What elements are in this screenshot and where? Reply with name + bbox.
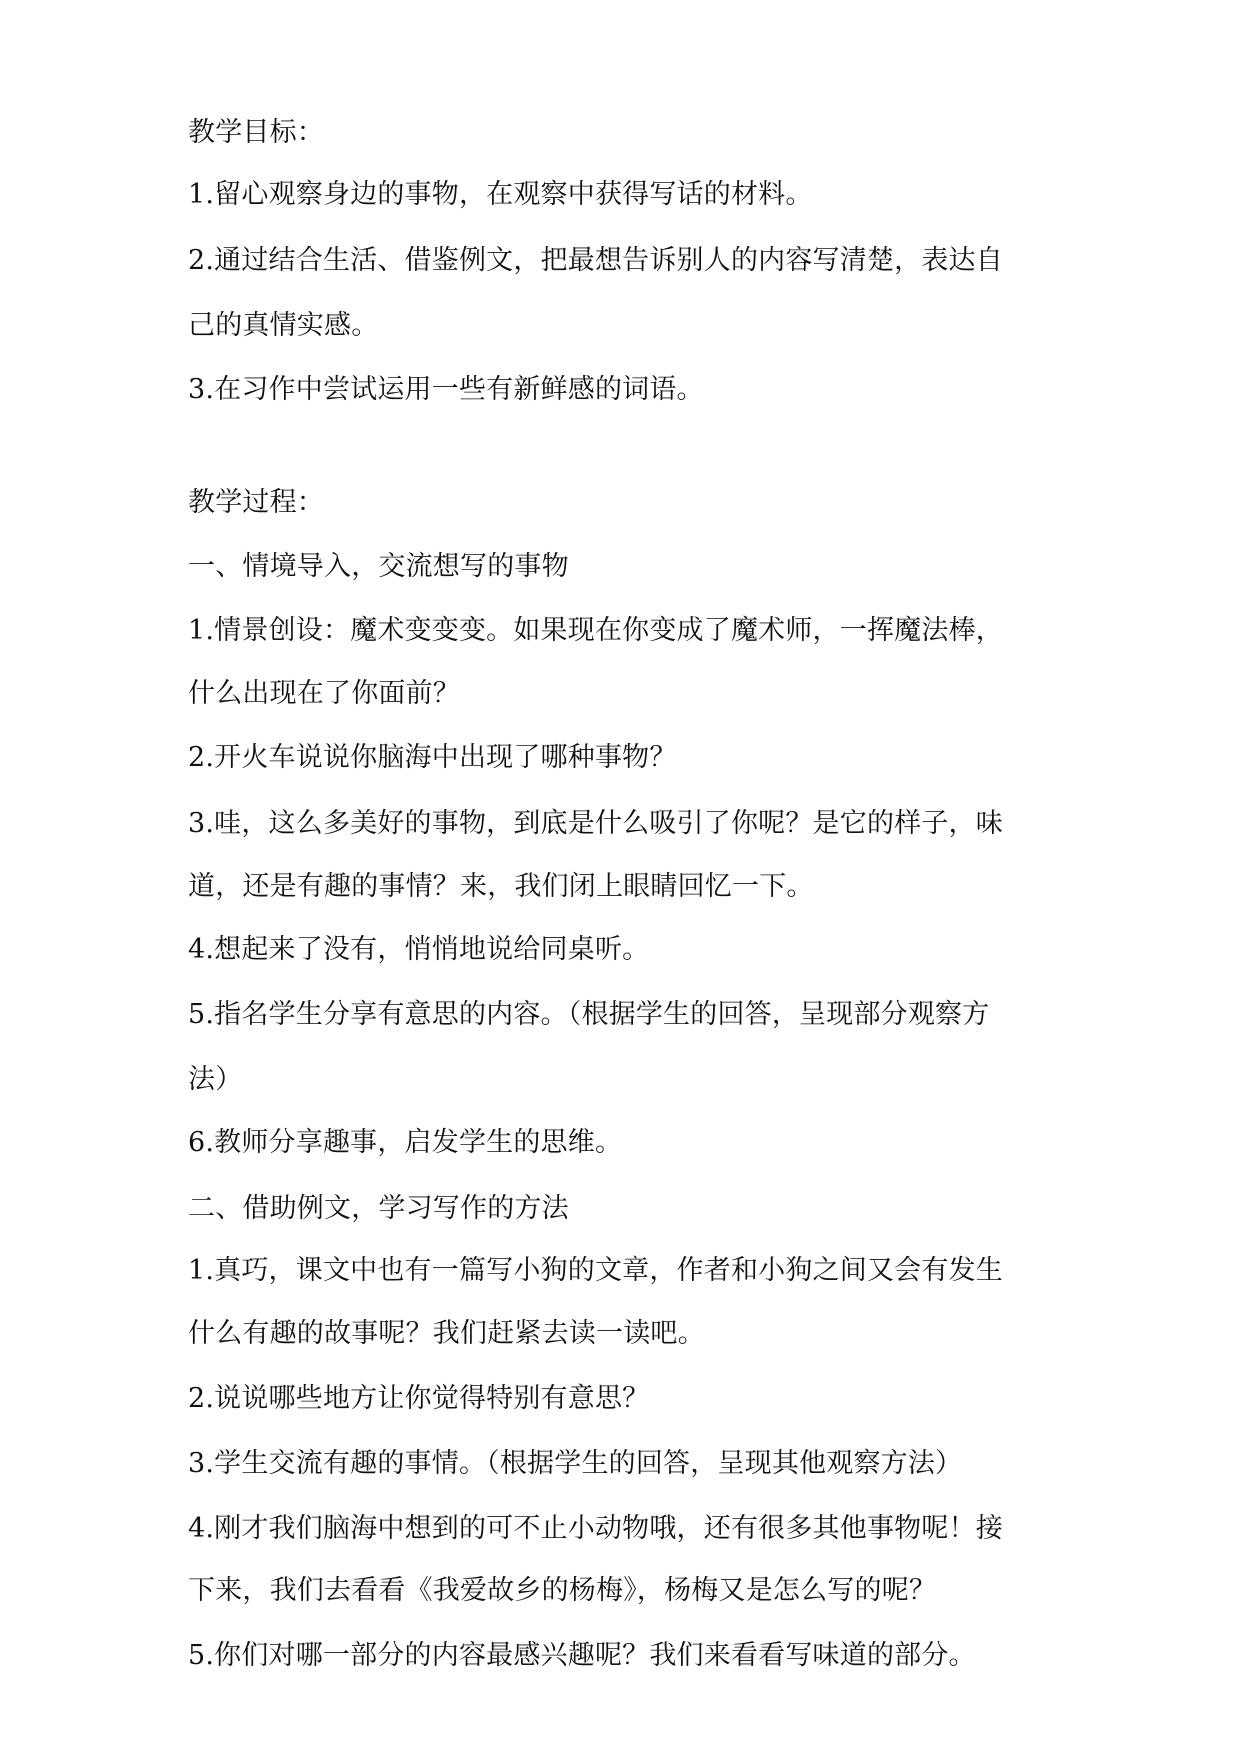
goal-item-1: 1.留心观察身边的事物，在观察中获得写话的材料。 xyxy=(188,179,813,210)
process-item-2-4-continued: 下来，我们去看看《我爱故乡的杨梅》，杨梅又是怎么写的呢？ xyxy=(188,1575,937,1606)
process-item-1-1-continued: 什么出现在了你面前？ xyxy=(188,678,460,709)
process-item-2-5: 5.你们对哪一部分的内容最感兴趣呢？我们来看看写味道的部分。 xyxy=(188,1640,976,1671)
process-item-2-1-continued: 什么有趣的故事呢？我们赶紧去读一读吧。 xyxy=(188,1318,705,1349)
process-item-2-3: 3.学生交流有趣的事情。（根据学生的回答，呈现其他观察方法） xyxy=(188,1448,963,1479)
heading-teaching-goals: 教学目标： xyxy=(188,117,324,148)
process-item-1-5-continued: 法） xyxy=(188,1064,243,1095)
process-item-1-3: 3.哇，这么多美好的事物，到底是什么吸引了你呢？是它的样子，味 xyxy=(188,808,1003,839)
section-heading-2: 二、借助例文，学习写作的方法 xyxy=(188,1193,569,1224)
goal-item-2-continued: 己的真情实感。 xyxy=(188,310,379,341)
process-item-2-4: 4.刚才我们脑海中想到的可不止小动物哦，还有很多其他事物呢！接 xyxy=(188,1513,1003,1544)
goal-item-3: 3.在习作中尝试运用一些有新鲜感的词语。 xyxy=(188,374,704,405)
goal-item-2: 2.通过结合生活、借鉴例文，把最想告诉别人的内容写清楚，表达自 xyxy=(188,245,1003,276)
process-item-1-3-continued: 道，还是有趣的事情？来，我们闭上眼睛回忆一下。 xyxy=(188,871,814,902)
process-item-1-5: 5.指名学生分享有意思的内容。（根据学生的回答，呈现部分观察方 xyxy=(188,999,990,1030)
process-item-2-1: 1.真巧，课文中也有一篇写小狗的文章，作者和小狗之间又会有发生 xyxy=(188,1255,1003,1286)
process-item-1-6: 6.教师分享趣事，启发学生的思维。 xyxy=(188,1127,623,1158)
process-item-1-2: 2.开火车说说你脑海中出现了哪种事物？ xyxy=(188,742,677,773)
process-item-1-4: 4.想起来了没有，悄悄地说给同桌听。 xyxy=(188,934,650,965)
heading-teaching-process: 教学过程： xyxy=(188,487,324,518)
process-item-1-1: 1.情景创设：魔术变变变。如果现在你变成了魔术师，一挥魔法棒， xyxy=(188,615,1003,646)
process-item-2-2: 2.说说哪些地方让你觉得特别有意思？ xyxy=(188,1383,650,1414)
section-heading-1: 一、情境导入，交流想写的事物 xyxy=(188,551,569,582)
